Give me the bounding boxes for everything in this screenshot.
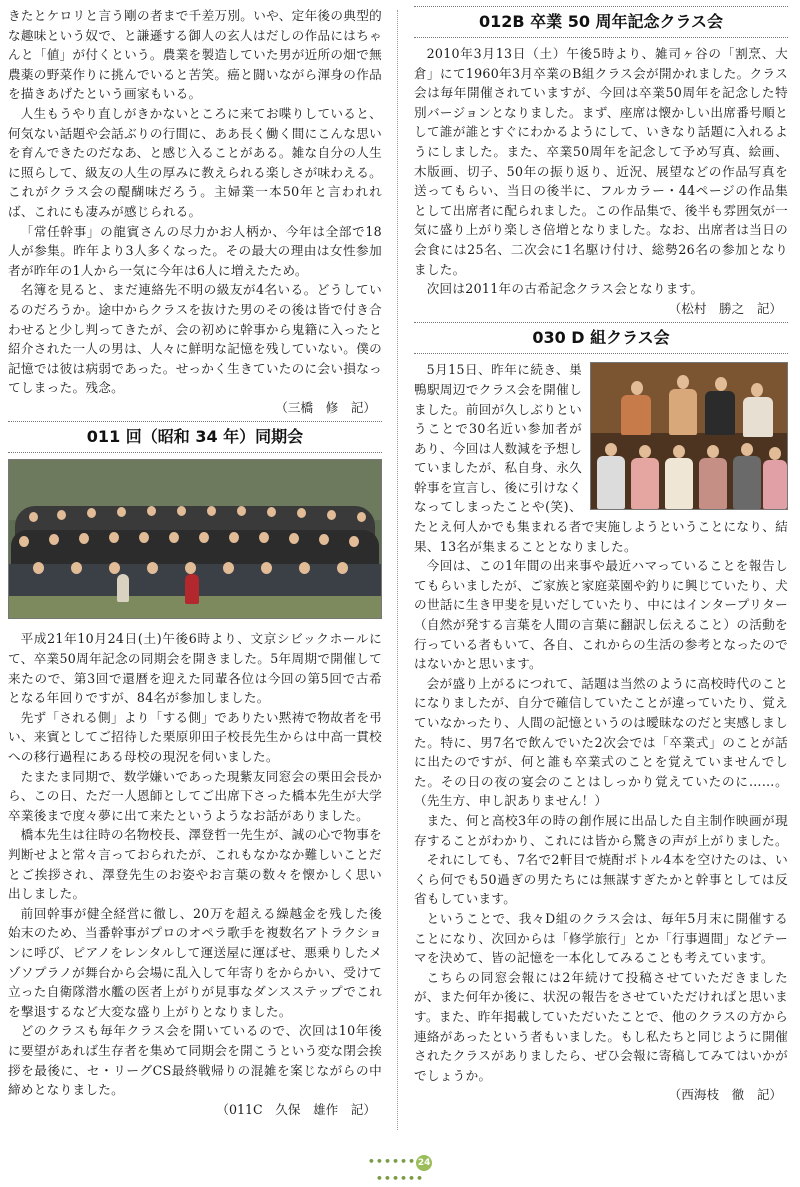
page-number-value: 24 xyxy=(416,1155,432,1171)
page-number-dots-right: •••••• xyxy=(375,1172,425,1185)
section-011-paragraph-3: たまたま同期で、数学嫌いであった現紫友同窓会の栗田会長から、この日、ただ一人恩師としてご出席下さった橋本先生が大学卒業後まで度々夢に出て来たというようなお話がありました。 xyxy=(8,768,382,823)
section-030d-heading xyxy=(414,322,788,354)
section-011-paragraph-5: 前回幹事が健全経営に徹し、20万を超える繰越金を残した後始末のため、当番幹事がプロのオペラ歌手を複数名アトラクションに呼び、ピアノをレンタルして運送屋に運ばせ、悪乗りしたメゾソプラノが舞台から会場に乱入して年寄りをからかい、受けて立った自衛隊潜水艦の医者上がりが見事なダンスステップでこれを撃退するなど大変な盛り上がりとなりました。 xyxy=(8,905,382,1019)
section-030d-paragraph-2: 今回は、この1年間の出来事や最近ハマっていることを報告してもらいましたが、ご家族と家庭菜園や釣りに興じていたり、犬の世話に生き甲斐を見いだしていたり、中にはインタープリター（自然が発する言葉を人間の言葉に翻訳し伝えること）の活動を行っている者もいて、各自、これからの生活の参考となったのではないかと思います。 xyxy=(414,558,788,672)
intro-paragraph-1: きたとケロリと言う剛の者まで千差万別。いや、定年後の典型的な趣味という奴で、と謙遜する御人の玄人はだしの作品にはちゃんと「値」が付くという。農業を製造していた男が近所の畑で無農薬の野菜作りに挑んでいると苦笑。癌と闘いながら渾身の作品を描きあげたという画家もいる。 xyxy=(8,8,382,102)
section-012b-title: 012B 卒業 50 周年記念クラス会 xyxy=(478,12,724,31)
section-030d-paragraph-7: こちらの同窓会報には2年続けて投稿させていただきましたが、また何年か後に、状況の報告をさせていただければと思います。また、昨年掲載していただいたことで、他のクラスの方から連絡があったという者もいました。もし私たちと同じように開催されたクラスがありましたら、ぜひ会報に寄稿してみてはいかがでしょうか。 xyxy=(414,969,788,1083)
section-012b-heading xyxy=(414,6,788,38)
section-011-heading xyxy=(8,421,382,453)
section-030d-signature: （西海枝 徹 記） xyxy=(668,1087,782,1103)
class-reunion-photo xyxy=(590,362,788,510)
section-030d-paragraph-1: 5月15日、昨年に続き、巣鴨駅周辺でクラス会を開催しました。前回が久しぶりということで30名近い参加者があり、今回は人数減を予想していましたが、私自身、永久幹事を宣言し、後に引けなくなってしまったことや(笑)、たとえ何人かでも集まれる者で実施しようということになり、結果、13名が集まることとなりました。 xyxy=(414,362,788,554)
page-number-dots-left: •••••• xyxy=(367,1155,417,1168)
intro-paragraph-3: 「常任幹事」の龍賓さんの尽力かお人柄か、今年は全部で18人が参集。昨年より3人多くなった。その最大の理由は女性参加者が昨年の1人から一気に今年は6人に増えたため。 xyxy=(8,223,382,278)
page-number xyxy=(360,1154,440,1185)
intro-paragraph-2: 人生もうやり直しがきかないところに来てお喋りしていると、何気ない話題や会話ぶりの行間に、ああ長く働く間にこんな思いを育んできたのだなあ、と感じ入ることがある。雑な自分の人生に照らして、級友の人生の厚みに教えられる楽しさが味わえる。これがクラス会の醍醐味だろう。主婦業一本50年と言われれば、これにも凄みが感じられる。 xyxy=(8,105,382,219)
section-011-paragraph-2: 先ず「される側」より「する側」でありたい黙祷で物故者を弔い、来賓としてご招待した栗原卯田子校長先生からは中高一貫校への移行過程にある母校の現況を伺いました。 xyxy=(8,709,382,765)
section-011-paragraph-1: 平成21年10月24日(土)午後6時より、文京シビックホールにて、卒業50周年記念の同期会を開きました。5年周期で開催して来たので、第3回で還暦を迎えた同輩各位は今回の第5回で古希となる年回りですが、84名が参加しました。 xyxy=(8,631,382,706)
reunion-group-photo xyxy=(8,459,382,619)
section-011-paragraph-6: どのクラスも毎年クラス会を開いているので、次回は10年後に要望があれば生存者を集めて同期会を開こうという変な閉会挨拶を最後に、セ・リーグCS最終戦帰りの混雑を案じながらの中締めとなりました。 xyxy=(8,1023,382,1098)
section-012b-signature: （松村 勝之 記） xyxy=(668,300,782,316)
intro-paragraph-4: 名簿を見ると、まだ連絡先不明の級友が4名いる。どうしているのだろうか。途中からクラスを抜けた男のその後は皆で付き合わせると少し判ってきたが、会の初めに幹事から鬼籍に入ったと紹介された一人の男は、人々に鮮明な記憶を残していない。僕の記憶では彼は病弱であった。せっかく生きていたのに会い損なってしまった。残念。 xyxy=(8,282,382,396)
section-030d-paragraph-3: 会が盛り上がるにつれて、話題は当然のように高校時代のことになりましたが、自分で確信していたことが違っていたり、覚えていなかったり、人間の記憶というのは曖昧なのだと実感しました。特に、男7名で飲んでいた2次会では「卒業式」のことが話に出たのですが、何と誰も卒業式のことを覚えていませんでした。その日の夜の宴会のことはしっかり覚えていたのに……。（先生方、申し訳ありません！） xyxy=(414,675,788,809)
section-030d-paragraph-5: それにしても、7名で2軒目で焼酎ボトル4本を空けたのは、いくら何でも50過ぎの男たちには無謀すぎたかと幹事としては反省もしています。 xyxy=(414,852,788,907)
section-030d-title: 030 D 組クラス会 xyxy=(532,328,670,348)
intro-signature: （三橋 修 記） xyxy=(275,399,376,415)
section-011-paragraph-4: 橋本先生は往時の名物校長、澤登哲一先生が、誠の心で物事を判断せよと常々言っておられたが、これもなかなか難しいことだとご挨拶され、澤登先生のお姿やお言葉の数々を懐かしく思い出しました。 xyxy=(8,827,382,902)
right-column xyxy=(414,6,788,1105)
section-030d-paragraph-4: また、何と高校3年の時の創作展に出品した自主制作映画が現存することがわかり、これには皆から驚きの声が上がりました。 xyxy=(414,812,788,848)
section-012b-paragraph-2: 次回は2011年の古希記念クラス会となります。 xyxy=(426,281,704,297)
column-divider xyxy=(397,10,398,1130)
section-012b-paragraph-1: 2010年3月13日（土）午後5時より、雑司ヶ谷の「割烹、大倉」にて1960年3月卒業のB組クラス会が開かれました。クラス会は毎年開催されていますが、今回は卒業50周年を記念した特別バージョンとなりました。まず、座席は懐かしい出席番号順として誰が誰とすぐにわかるようにして、いきなり話題に入れるようにしました。また、卒業50周年を記念して予め写真、絵画、木版画、切子、50年の振り返り、近況、展望などの作品写真を送ってもらい、当日の後半に、フルカラー・44ページの作品集として出席者に配られました。この作品集で、後半も雰囲気が一気に盛り上がり楽しさ倍増となりました。なお、出席者は当日の会食には25名、二次会に1名駆け付け、総勢26名の参加となりました。 xyxy=(414,46,788,277)
left-column xyxy=(8,6,382,1119)
section-011-signature: （011C 久保 雄作 記） xyxy=(216,1101,376,1117)
section-030d-paragraph-6: ということで、我々D組のクラス会は、毎年5月末に開催することになり、次回からは「修学旅行」とか「行事週間」などテーマを決めて、皆の記憶を一本化してみることも考えています。 xyxy=(414,910,788,966)
section-011-title: 011 回（昭和 34 年）同期会 xyxy=(86,427,304,447)
